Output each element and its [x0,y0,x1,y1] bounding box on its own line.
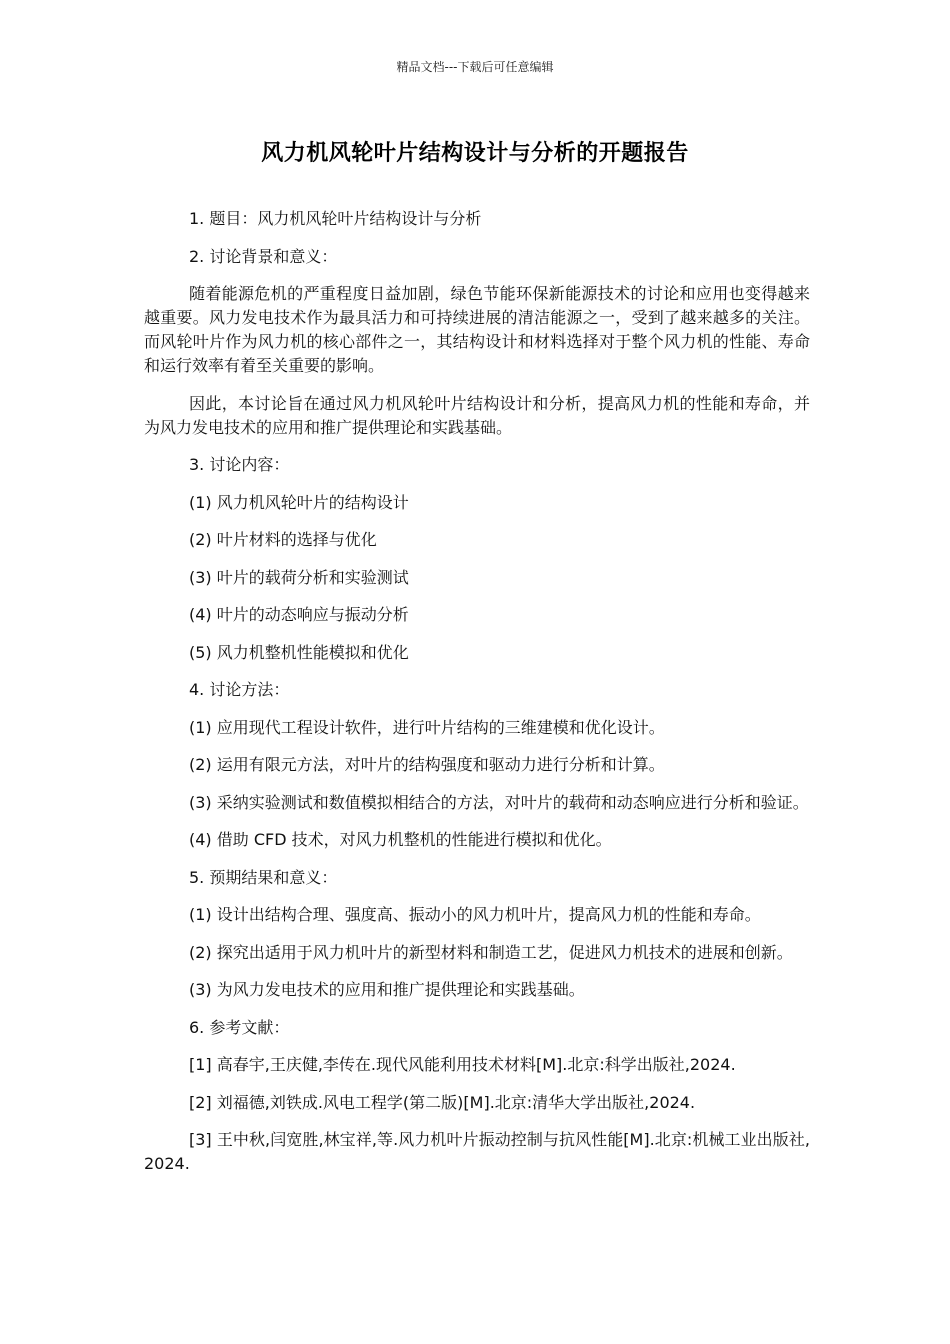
content-item: (3) 叶片的载荷分析和实验测试 [189,567,409,587]
method-item: (4) 借助 CFD 技术，对风力机整机的性能进行模拟和优化。 [189,830,612,849]
section-results-heading: 5. 预期结果和意义： [189,867,338,887]
section-content-heading: 3. 讨论内容： [189,455,290,474]
document-title: 风力机风轮叶片结构设计与分析的开题报告 [261,141,689,166]
header-note: 精品文档---下载后可任意编辑 [396,60,554,74]
section-topic: 1. 题目：风力机风轮叶片结构设计与分析 [189,209,482,228]
section-method-heading: 4. 讨论方法： [189,680,290,699]
reference-item: [3] 王中秋,闫宽胜,林宝祥,等.风力机叶片振动控制与抗风性能[M].北京:机械工业出版社,2024. [144,1130,810,1173]
content-item: (1) 风力机风轮叶片的结构设计 [189,492,409,512]
section-references-heading: 6. 参考文献： [189,1017,290,1037]
results-item: (2) 探究出适用于风力机叶片的新型材料和制造工艺，促进风力机技术的进展和创新。 [189,942,793,962]
reference-item: [2] 刘福德,刘铁成.风电工程学(第二版)[M].北京:清华大学出版社,2024. [189,1092,696,1112]
method-item: (1) 应用现代工程设计软件，进行叶片结构的三维建模和优化设计。 [189,717,665,737]
purpose-paragraph: 因此，本讨论旨在通过风力机风轮叶片结构设计和分析，提高风力机的性能和寿命，并为风力发电技术的应用和推广提供理论和实践基础。 [144,393,810,437]
background-paragraph: 随着能源危机的严重程度日益加剧，绿色节能环保新能源技术的讨论和应用也变得越来越重要。风力发电技术作为最具活力和可持续进展的清洁能源之一，受到了越来越多的关注。而风轮叶片作为风力机的核心部件之一，其结构设计和材料选择对于整个风力机的性能、寿命和运行效率有着至关重要的影响。 [144,284,810,375]
content-item: (2) 叶片材料的选择与优化 [189,530,377,549]
section-background-heading: 2. 讨论背景和意义： [189,246,338,266]
reference-item: [1] 高春宇,王庆健,李传在.现代风能利用技术材料[M].北京:科学出版社,2024. [189,1055,736,1074]
content-item: (4) 叶片的动态响应与振动分析 [189,605,409,624]
document-body [144,207,810,1190]
results-item: (3) 为风力发电技术的应用和推广提供理论和实践基础。 [189,980,585,999]
results-item: (1) 设计出结构合理、强度高、振动小的风力机叶片，提高风力机的性能和寿命。 [189,905,761,924]
method-item: (3) 采纳实验测试和数值模拟相结合的方法，对叶片的载荷和动态响应进行分析和验证。 [189,792,809,812]
content-item: (5) 风力机整机性能模拟和优化 [189,642,409,662]
method-item: (2) 运用有限元方法，对叶片的结构强度和驱动力进行分析和计算。 [189,755,665,774]
